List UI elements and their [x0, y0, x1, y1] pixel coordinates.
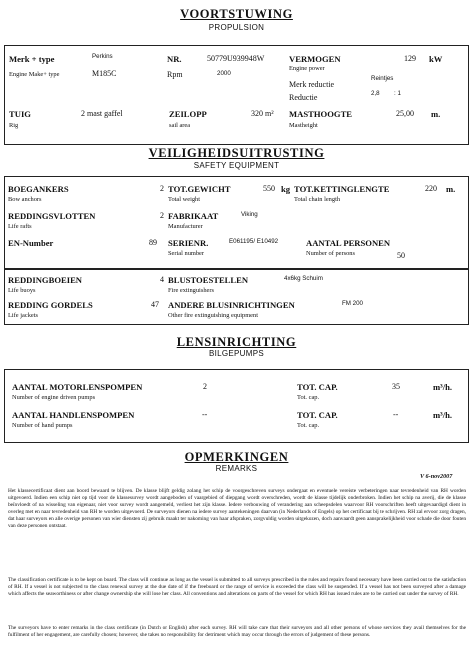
- remarks-subtitle: REMARKS: [215, 464, 258, 473]
- rpm-value: 2000: [217, 70, 231, 77]
- hand-pumps-sublabel: Number of hand pumps: [12, 422, 73, 429]
- rig-label: TUIG: [9, 109, 31, 119]
- remarks-english-paragraph-2: The surveyors have to enter remarks in the class certificate (in Dutch or English) after each survey. RH will take care that their surveyors and all other persons of whose services they avail themselves for the fulfilment of her engagement, are carefully chosen; however, she takes no responsibility for detriment which may occur through the errors of judgement of these persons.: [8, 625, 466, 639]
- sail-area-value: 320 m²: [251, 109, 274, 118]
- manufacturer-label: FABRIKAAT: [168, 211, 219, 221]
- total-weight-unit: kg: [281, 184, 291, 194]
- mast-height-value: 25,00: [396, 109, 414, 118]
- mast-height-unit: m.: [431, 109, 441, 119]
- rig-sublabel: Rig: [9, 122, 19, 129]
- total-weight-value: 550: [263, 184, 275, 193]
- bilge-title: LENSINRICHTING: [176, 335, 297, 349]
- en-number-label: EN-Number: [8, 238, 54, 248]
- reduction-ratio-unit: : 1: [394, 90, 401, 97]
- safety-subtitle: SAFETY EQUIPMENT: [193, 161, 280, 170]
- engine-power-sublabel: Engine power: [289, 65, 325, 72]
- hand-pumps-capacity-sublabel: Tot. cap.: [297, 422, 320, 429]
- persons-sublabel: Number of persons: [306, 250, 355, 257]
- life-rafts-label: REDDINGSVLOTTEN: [8, 211, 96, 221]
- chain-length-value: 220: [425, 184, 437, 193]
- life-rafts-value: 2: [160, 211, 164, 220]
- life-buoys-value: 4: [160, 275, 164, 284]
- safety-title: VEILIGHEIDSUITRUSTING: [148, 146, 325, 160]
- mast-height-sublabel: Mastheight: [289, 122, 318, 129]
- sail-area-sublabel: sail area: [169, 122, 191, 129]
- chain-length-label: TOT.KETTINGLENGTE: [294, 184, 390, 194]
- mast-height-label: MASTHOOGTE: [289, 109, 353, 119]
- engine-power-value: 129: [404, 54, 416, 63]
- engine-pumps-value: 2: [203, 382, 207, 391]
- engine-make-sublabel: Engine Make+ type: [9, 71, 60, 78]
- manufacturer-value: Viking: [241, 211, 258, 218]
- chain-length-unit: m.: [446, 184, 456, 194]
- bilge-subtitle: BILGEPUMPS: [208, 349, 264, 358]
- reduction-ratio-label: Reductie: [289, 93, 318, 102]
- engine-pumps-capacity-label: TOT. CAP.: [297, 382, 338, 392]
- propulsion-title: VOORTSTUWING: [180, 7, 293, 21]
- rpm-label: Rpm: [167, 70, 183, 79]
- safety-box-bottom: [4, 268, 469, 325]
- life-jackets-label: REDDING GORDELS: [8, 300, 93, 310]
- hand-pumps-label: AANTAL HANDLENSPOMPEN: [12, 410, 135, 420]
- engine-pumps-sublabel: Number of engine driven pumps: [12, 394, 96, 401]
- remarks-english-paragraph-1: The classification certificate is to be kept on board. The class will continue as long as the vessel is submitted to all surveys prescribed in the rules and repairs found necessary have been carried out to the satisfaction of RH. If a vessel is not subjected to the class renewal survey at the due date of if the freeboard or the range of service is exceeded the class will be suspended. If a vessel has not been surveyed after a damage which affects the seaworthiness or after change ownership she will lose her class. All conventions and alterations on parts of the vessel for which RH has issued rules are to be carried out under the survey of RH.: [8, 577, 466, 598]
- serial-number-value: E061195/ E10492: [229, 238, 279, 245]
- life-rafts-sublabel: Life rafts: [8, 223, 32, 230]
- hand-pumps-capacity-label: TOT. CAP.: [297, 410, 338, 420]
- total-weight-sublabel: Total weight: [168, 196, 201, 203]
- propulsion-box: [4, 45, 469, 145]
- rig-value: 2 mast gaffel: [81, 109, 123, 118]
- engine-pumps-capacity-value: 35: [392, 382, 400, 391]
- sail-area-label: ZEILOPP: [169, 109, 207, 119]
- engine-power-label: VERMOGEN: [289, 54, 341, 64]
- fire-extinguishers-value: 4x6kg Schuim: [284, 275, 323, 282]
- fire-extinguishers-sublabel: Fire extinguishers: [168, 287, 214, 294]
- other-fire-equipment-label: ANDERE BLUSINRICHTINGEN: [168, 300, 295, 310]
- remarks-title: OPMERKINGEN: [184, 450, 289, 464]
- hand-pumps-capacity-unit: m³/h.: [433, 410, 453, 420]
- engine-nr-value: 50779U939948W: [207, 54, 265, 63]
- bow-anchors-label: BOEGANKERS: [8, 184, 69, 194]
- life-buoys-sublabel: Life buoys: [8, 287, 36, 294]
- chain-length-sublabel: Total chain length: [294, 196, 341, 203]
- engine-make-value: Perkins: [92, 53, 113, 60]
- serial-number-sublabel: Serial number: [168, 250, 205, 257]
- engine-pumps-capacity-sublabel: Tot. cap.: [297, 394, 320, 401]
- engine-make-label: Merk + type: [9, 54, 55, 64]
- bow-anchors-value: 2: [160, 184, 164, 193]
- hand-pumps-capacity-value: --: [393, 410, 399, 419]
- version-stamp: V 6-nov2007: [420, 473, 453, 480]
- life-jackets-sublabel: Life jackets: [8, 312, 38, 319]
- engine-pumps-capacity-unit: m³/h.: [433, 382, 453, 392]
- manufacturer-sublabel: Manufacturer: [168, 223, 203, 230]
- reduction-ratio-value: 2,8: [371, 90, 380, 97]
- propulsion-subtitle: PROPULSION: [208, 23, 265, 32]
- life-buoys-label: REDDINGBOEIEN: [8, 275, 83, 285]
- reduction-make-value: Reintjes: [371, 75, 394, 82]
- bilge-box: [4, 369, 469, 443]
- hand-pumps-value: --: [202, 410, 208, 419]
- other-fire-equipment-sublabel: Other fire extinguishing equipment: [168, 312, 258, 319]
- persons-value: 50: [397, 251, 405, 260]
- bow-anchors-sublabel: Bow anchors: [8, 196, 42, 203]
- life-jackets-value: 47: [151, 300, 159, 309]
- remarks-dutch-paragraph: Het klassecertificaat dient aan boord bewaard te blijven. De klasse blijft geldig zolang het schip de voorgeschreven surveys ondergaat en eventuele vereiste verbeteringen naar tevredenheid van RH worden uitgevoerd. Indien een schip niet op tijd voor de klassesurvey wordt aangeboden of vaargebied of diepgang wordt overschreden, wordt de klasse tijdelijk onderbroken. Indien het schip na averij, die de klasse beïnvloedt of na wisseling van eigenaar, niet voor survey wordt aangemeld, verliest het zijn klasse. Iedere verbouwing of verandering aan scheepsdelen waarvoor RH voorschriften heeft uitgevaardigd dient in overleg met en naar tevredenheid van RH te worden uitgevoerd. De surveyors dienen na iedere survey aantekeningen daarvan (in Nederlands of Engels) op het certificaat bij te schrijven. RH zal ervoor zorg dragen, dat haar surveyors en alle overige personen van wier diensten zij gebruik maakt ter nakoming van haar afspraken, zorgvuldig worden uitgekozen, doch aanvaardt geen aansprakelijkheid voor schade die door fouten van deze personen ontstaat.: [8, 488, 466, 530]
- engine-nr-label: NR.: [167, 54, 182, 64]
- en-number-value: 89: [149, 238, 157, 247]
- fire-extinguishers-label: BLUSTOESTELLEN: [168, 275, 249, 285]
- reduction-make-label: Merk reductie: [289, 80, 335, 89]
- total-weight-label: TOT.GEWICHT: [168, 184, 231, 194]
- persons-label: AANTAL PERSONEN: [306, 238, 391, 248]
- other-fire-equipment-value: FM 200: [342, 300, 363, 307]
- engine-power-unit: kW: [429, 54, 443, 64]
- engine-type-value: M185C: [92, 69, 117, 78]
- safety-box-top: [4, 176, 469, 270]
- engine-pumps-label: AANTAL MOTORLENSPOMPEN: [12, 382, 143, 392]
- serial-number-label: SERIENR.: [168, 238, 209, 248]
